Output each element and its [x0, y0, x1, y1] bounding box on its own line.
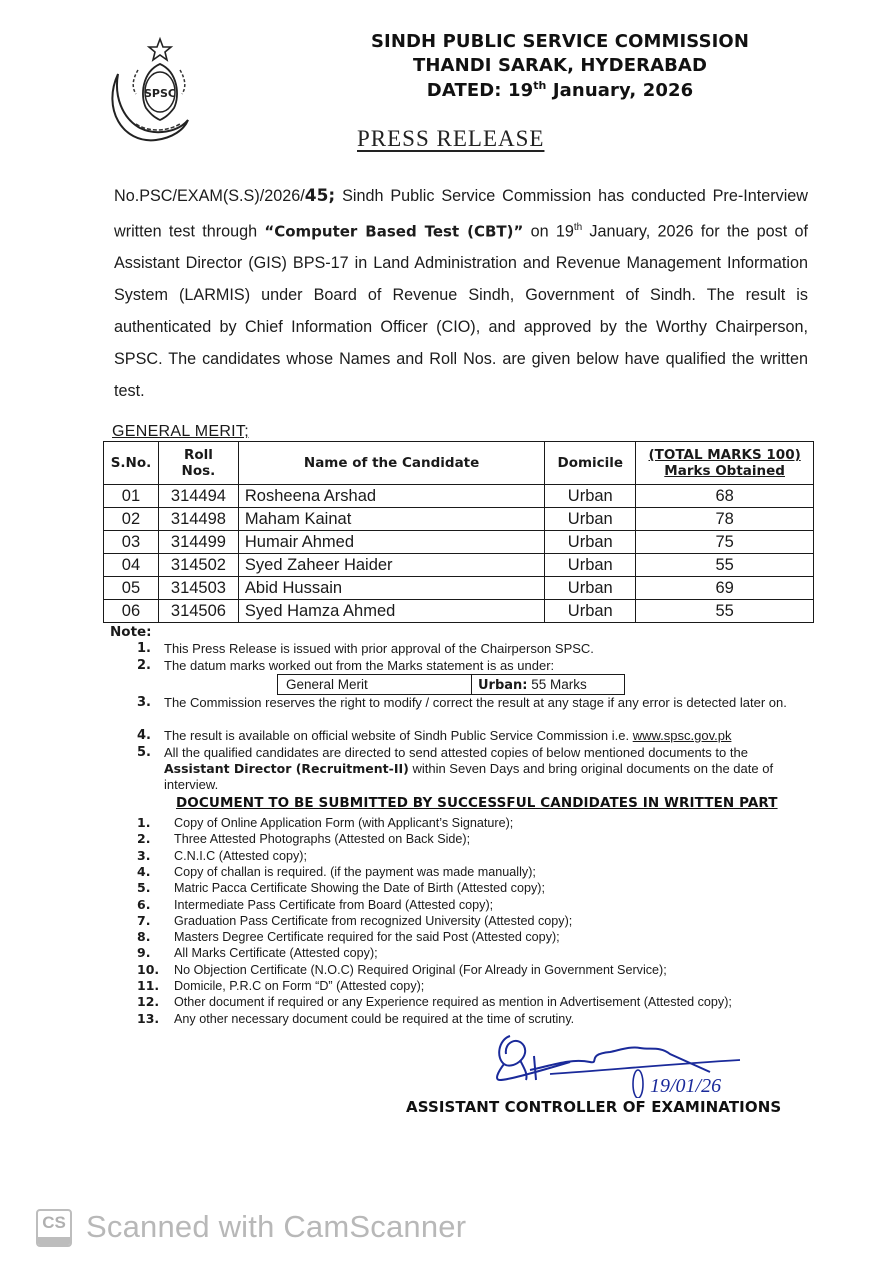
spsc-logo	[108, 36, 190, 146]
cell-domicile: Urban	[545, 531, 636, 554]
note-label: Note:	[110, 624, 152, 640]
col-header-name: Name of the Candidate	[238, 442, 544, 485]
cell-roll-no: 314494	[158, 485, 238, 508]
document-item: 6. Intermediate Pass Certificate from Board (Attested copy);	[137, 896, 494, 912]
cell-sno: 06	[104, 600, 159, 623]
dated-line: DATED: 19th January, 2026	[426, 79, 694, 101]
signatory-title: ASSISTANT CONTROLLER OF EXAMINATIONS	[406, 1098, 782, 1116]
general-merit-heading: GENERAL MERIT;	[112, 423, 249, 440]
note-item: 2. The datum marks worked out from the Marks statement is as under:	[137, 658, 555, 673]
document-item: 5. Matric Pacca Certificate Showing the Date of Birth (Attested copy);	[137, 880, 545, 896]
cell-candidate-name: Syed Zaheer Haider	[238, 554, 544, 577]
note-item: 5. All the qualified candidates are directed to send attested copies of below mentioned documents to the Assistant Director (Recruitment-II) within Seven Days and bring original documents on the date of interview.	[137, 745, 774, 792]
note-item: 1. This Press Release is issued with prior approval of the Chairperson SPSC.	[137, 641, 594, 656]
cell-sno: 03	[104, 531, 159, 554]
document-item: 4. Copy of challan is required. (if the payment was made manually);	[137, 863, 536, 879]
datum-marks-box	[277, 674, 625, 695]
cell-sno: 04	[104, 554, 159, 577]
col-header-roll: Roll Nos.	[158, 442, 238, 485]
document-item: 2. Three Attested Photographs (Attested on Back Side);	[137, 831, 471, 847]
table-header-row	[104, 442, 814, 485]
document-item: 7. Graduation Pass Certificate from recognized University (Attested copy);	[137, 912, 573, 928]
document-item: 3. C.N.I.C (Attested copy);	[137, 847, 307, 863]
table-row	[104, 531, 814, 554]
cell-sno: 01	[104, 485, 159, 508]
cell-domicile: Urban	[545, 577, 636, 600]
document-item: 1. Copy of Online Application Form (with Applicant’s Signature);	[137, 815, 514, 830]
cell-candidate-name: Rosheena Arshad	[238, 485, 544, 508]
col-header-domicile: Domicile	[545, 442, 636, 485]
col-header-sno: S.No.	[104, 442, 159, 485]
cell-candidate-name: Abid Hussain	[238, 577, 544, 600]
reference-number: No.PSC/EXAM(S.S)/2026/45;	[114, 186, 336, 206]
note-item: 3. The Commission reserves the right to modify / correct the result at any stage if any error is detected later on.	[137, 695, 787, 710]
page-title: PRESS RELEASE	[357, 126, 545, 151]
cell-domicile: Urban	[545, 554, 636, 577]
organization-name: SINDH PUBLIC SERVICE COMMISSION	[370, 31, 749, 52]
signature	[490, 1028, 760, 1098]
cell-marks: 69	[636, 577, 814, 600]
cbt-phrase: “Computer Based Test (CBT)”	[264, 222, 524, 241]
cell-marks: 68	[636, 485, 814, 508]
svg-text:SPSC: SPSC	[144, 87, 176, 100]
table-row	[104, 554, 814, 577]
documents-heading: DOCUMENT TO BE SUBMITTED BY SUCCESSFUL CANDIDATES IN WRITTEN PART	[176, 795, 778, 811]
cell-roll-no: 314503	[158, 577, 238, 600]
cell-candidate-name: Humair Ahmed	[238, 531, 544, 554]
camscanner-watermark: Scanned with CamScanner	[86, 1209, 467, 1244]
document-item: 9. All Marks Certificate (Attested copy);	[137, 945, 378, 961]
cell-roll-no: 314499	[158, 531, 238, 554]
cell-roll-no: 314506	[158, 600, 238, 623]
cell-sno: 02	[104, 508, 159, 531]
col-header-marks: (TOTAL MARKS 100) Marks Obtained	[636, 442, 814, 485]
note-item: 4. The result is available on official website of Sindh Public Service Commission i.e. www.spsc.gov.pk	[137, 728, 732, 743]
cell-marks: 78	[636, 508, 814, 531]
table-row	[104, 508, 814, 531]
cell-roll-no: 314502	[158, 554, 238, 577]
cell-marks: 75	[636, 531, 814, 554]
table-row	[104, 485, 814, 508]
document-item: 10. No Objection Certificate (N.O.C) Required Original (For Already in Government Service);	[137, 961, 667, 977]
document-item: 8. Masters Degree Certificate required for the said Post (Attested copy);	[137, 929, 560, 945]
datum-category: General Merit	[278, 675, 472, 694]
intro-paragraph: No.PSC/EXAM(S.S)/2026/45; Sindh Public Service Commission has conducted Pre-Interview written test through “Computer Based Test (CBT)” on 19th January, 2026 for the post of Assistant Director (GIS) BPS-17 in Land Administration and Revenue Management Information System (LARMIS) under Board of Revenue Sindh, Government of Sindh. The result is authenticated by Chief Information Officer (CIO), and approved by the Worthy Chairperson, SPSC. The candidates whose Names and Roll Nos. are given below have qualified the written test.	[114, 186, 808, 401]
svg-text:19/01/26: 19/01/26	[650, 1075, 722, 1097]
datum-value: Urban: 55 Marks	[478, 677, 587, 693]
cell-domicile: Urban	[545, 600, 636, 623]
document-item: 13. Any other necessary document could be required at the time of scrutiny.	[137, 1010, 575, 1026]
star-icon	[149, 39, 171, 60]
cell-marks: 55	[636, 554, 814, 577]
merit-table	[103, 441, 814, 623]
camscanner-logo-icon: CS	[36, 1209, 72, 1247]
table-row	[104, 577, 814, 600]
document-item: 12. Other document if required or any Experience required as mention in Advertisement (Attested copy);	[137, 994, 732, 1010]
cell-sno: 05	[104, 577, 159, 600]
cell-candidate-name: Maham Kainat	[238, 508, 544, 531]
document-item: 11. Domicile, P.R.C on Form “D” (Attested copy);	[137, 978, 425, 993]
table-row	[104, 600, 814, 623]
cell-marks: 55	[636, 600, 814, 623]
cell-roll-no: 314498	[158, 508, 238, 531]
organization-address: THANDI SARAK, HYDERABAD	[413, 55, 707, 76]
cell-domicile: Urban	[545, 508, 636, 531]
cell-candidate-name: Syed Hamza Ahmed	[238, 600, 544, 623]
spsc-website-link[interactable]: www.spsc.gov.pk	[632, 728, 732, 743]
cell-domicile: Urban	[545, 485, 636, 508]
